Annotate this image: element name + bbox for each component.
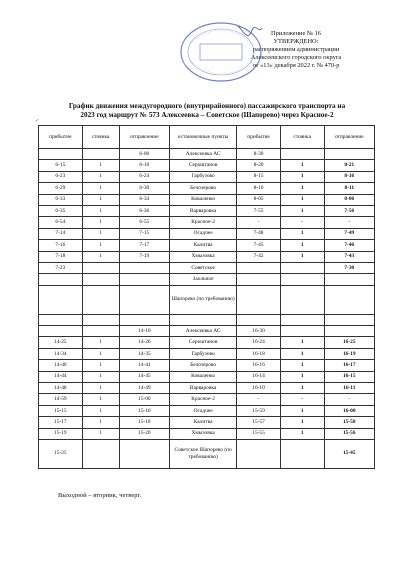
table-cell: 8-05 (237, 194, 281, 205)
table-cell: Осадчее (170, 405, 237, 416)
table-cell (82, 262, 119, 273)
table-cell (82, 149, 119, 160)
table-cell: 15-20 (119, 428, 169, 439)
table-row (39, 171, 375, 182)
table-cell: 15-56 (324, 428, 374, 439)
table-cell: 1 (82, 240, 119, 251)
table-cell: 15-19 (39, 428, 83, 439)
table-cell: 1 (280, 228, 324, 239)
table-cell (280, 285, 324, 314)
table-cell: 1 (82, 360, 119, 371)
table-cell (170, 314, 237, 325)
table-cell: Советское Шапорево (по требованию) (170, 439, 237, 468)
table-cell (39, 274, 83, 285)
table-cell: - (237, 217, 281, 228)
column-header: отправление (119, 126, 169, 149)
table-cell: 16-00 (324, 405, 374, 416)
table-cell: 7-49 (324, 228, 374, 239)
header-line: Приложение № 16 (271, 30, 321, 37)
table-cell: Сероштанов (170, 160, 237, 171)
approval-seal-icon (178, 20, 264, 84)
table-cell: 1 (82, 394, 119, 405)
table-cell: 16-18 (237, 348, 281, 359)
table-row (39, 274, 375, 285)
table-cell: 7-17 (119, 240, 169, 251)
table-cell: 6-34 (119, 194, 169, 205)
column-header: стоянка (280, 126, 324, 149)
table-cell: 8-11 (324, 183, 374, 194)
table-cell: 7-15 (119, 228, 169, 239)
table-cell: 14-34 (39, 348, 83, 359)
table-cell: Белозерово (170, 183, 237, 194)
table-row (39, 428, 375, 439)
table-cell (280, 262, 324, 273)
table-row (39, 348, 375, 359)
table-cell (237, 314, 281, 325)
table-cell: 16-30 (237, 326, 281, 337)
table-cell: 7-46 (324, 240, 374, 251)
table-cell: Калитва (170, 417, 237, 428)
table-cell (119, 314, 169, 325)
table-cell: 16-19 (324, 348, 374, 359)
table-row (39, 285, 375, 314)
table-cell: 6-29 (39, 183, 83, 194)
table-cell: 6-00 (119, 149, 169, 160)
table-cell: 1 (280, 194, 324, 205)
table-cell: 14-10 (119, 326, 169, 337)
table-cell: Сероштанов (170, 337, 237, 348)
table-cell: 16-17 (324, 360, 374, 371)
table-row (39, 194, 375, 205)
table-cell: 1 (280, 360, 324, 371)
table-cell: Красное-2 (170, 217, 237, 228)
table-cell: 8-30 (237, 149, 281, 160)
table-cell: 8-15 (237, 171, 281, 182)
table-cell: Хмызовка (170, 428, 237, 439)
table-cell (324, 314, 374, 325)
table-cell: 7-14 (39, 228, 83, 239)
table-cell: 1 (280, 183, 324, 194)
table-cell: 6-35 (39, 205, 83, 216)
table-cell (82, 314, 119, 325)
table-cell: 14-41 (119, 360, 169, 371)
table-cell (119, 262, 169, 273)
table-cell (237, 285, 281, 314)
table-cell: 15-57 (237, 417, 281, 428)
table-row (39, 405, 375, 416)
column-header: остановочные пункты (170, 126, 237, 149)
table-cell (39, 326, 83, 337)
table-cell: 15-25 (39, 439, 83, 468)
table-cell (82, 439, 119, 468)
table-cell: - (324, 394, 374, 405)
table-cell (280, 314, 324, 325)
table-cell: 6-24 (119, 171, 169, 182)
table-row (39, 337, 375, 348)
table-cell: 1 (82, 205, 119, 216)
table-cell: Красное-2 (170, 394, 237, 405)
table-cell: 1 (82, 228, 119, 239)
table-cell: 15-18 (119, 417, 169, 428)
table-cell: 1 (82, 405, 119, 416)
table-cell: 6-30 (119, 183, 169, 194)
table-cell (324, 326, 374, 337)
table-cell (119, 285, 169, 314)
title-line: 2023 год маршрут № 573 Алексеевка – Советское (Шапорево) через Красное-2 (80, 111, 334, 119)
column-header: прибытие (39, 126, 83, 149)
table-cell: - (324, 217, 374, 228)
table-row (39, 149, 375, 160)
table-cell: 15-17 (39, 417, 83, 428)
table-cell (237, 274, 281, 285)
table-cell: 14-48 (39, 383, 83, 394)
table-cell: 7-18 (39, 251, 83, 262)
table-cell: 7-45 (237, 240, 281, 251)
table-cell (39, 314, 83, 325)
table-cell (119, 274, 169, 285)
table-cell: 1 (82, 348, 119, 359)
table-cell: Алексеевка АС (170, 326, 237, 337)
table-cell: 16-11 (324, 383, 374, 394)
days-off-note: Выходной – вторник, четверг. (58, 492, 142, 499)
table-cell: 1 (82, 383, 119, 394)
header-line: Алексеевского городского округа (250, 54, 342, 61)
table-cell: 6-54 (39, 217, 83, 228)
schedule-table (38, 125, 375, 469)
table-cell: 16-25 (324, 337, 374, 348)
table-cell: Шапорево (по требованию) (170, 285, 237, 314)
column-header: отправление (324, 126, 374, 149)
table-cell: 6-23 (39, 171, 83, 182)
table-cell: 1 (280, 383, 324, 394)
table-cell: 1 (82, 194, 119, 205)
table-row (39, 371, 375, 382)
table-cell: 14-25 (39, 337, 83, 348)
header-line: от «13» декабря 2022 г. № 470-р (252, 62, 340, 69)
table-cell: 7-42 (237, 251, 281, 262)
table-cell: 6-36 (119, 205, 169, 216)
table-cell (324, 285, 374, 314)
table-cell: - (280, 217, 324, 228)
table-cell: Гарбузово (170, 171, 237, 182)
table-cell (280, 326, 324, 337)
table-cell: 6-15 (39, 160, 83, 171)
column-header: прибытие (237, 126, 281, 149)
table-cell: 14-40 (39, 360, 83, 371)
table-cell: 7-16 (39, 240, 83, 251)
table-cell: 8-16 (324, 171, 374, 182)
table-cell: 14-44 (39, 371, 83, 382)
table-row (39, 240, 375, 251)
table-cell (280, 274, 324, 285)
table-cell (39, 149, 83, 160)
table-cell: 8-06 (324, 194, 374, 205)
table-cell (237, 262, 281, 273)
table-cell: 14-49 (119, 383, 169, 394)
table-cell (39, 285, 83, 314)
table-cell (82, 274, 119, 285)
table-row (39, 417, 375, 428)
table-cell (237, 439, 281, 468)
table-cell: 1 (280, 417, 324, 428)
table-cell: Коваленко (170, 371, 237, 382)
table-cell: 7-23 (39, 262, 83, 273)
table-cell: - (280, 394, 324, 405)
table-cell: 1 (82, 371, 119, 382)
check-mark-icon: ✓ (35, 119, 40, 124)
table-row (39, 251, 375, 262)
table-cell: 1 (82, 171, 119, 182)
table-cell: 15-58 (324, 417, 374, 428)
table-cell (280, 439, 324, 468)
table-cell: 16-15 (324, 371, 374, 382)
table-cell: 14-35 (119, 348, 169, 359)
table-cell: 7-30 (324, 262, 374, 273)
table-row (39, 262, 375, 273)
table-cell: Коваленко (170, 194, 237, 205)
table-cell: 1 (280, 428, 324, 439)
table-cell: 1 (82, 417, 119, 428)
table-row (39, 439, 375, 468)
table-cell: Белозерово (170, 360, 237, 371)
table-cell: 1 (82, 251, 119, 262)
table-cell: Заольное (170, 274, 237, 285)
table-cell: 16-16 (237, 360, 281, 371)
table-cell: Варваровка (170, 383, 237, 394)
table-cell: 15-59 (237, 405, 281, 416)
header-line: распоряжением администрации (252, 46, 340, 53)
table-cell (82, 326, 119, 337)
table-cell (82, 285, 119, 314)
table-cell: 6-55 (119, 217, 169, 228)
table-cell (119, 439, 169, 468)
table-cell: Калитва (170, 240, 237, 251)
table-row (39, 394, 375, 405)
table-row (39, 217, 375, 228)
table-cell: 7-43 (324, 251, 374, 262)
header-line: УТВЕРЖДЕНО: (273, 38, 319, 45)
table-cell: 14-26 (119, 337, 169, 348)
table-cell: 1 (82, 428, 119, 439)
table-cell: 15-16 (119, 405, 169, 416)
table-cell: Осадчее (170, 228, 237, 239)
table-row (39, 314, 375, 325)
table-cell: 1 (280, 337, 324, 348)
table-cell: Варваровка (170, 205, 237, 216)
table-row (39, 160, 375, 171)
table-cell: 15-00 (119, 394, 169, 405)
table-cell: 14-59 (39, 394, 83, 405)
table-cell: 7-19 (119, 251, 169, 262)
table-cell: - (237, 394, 281, 405)
table-cell: 1 (280, 348, 324, 359)
table-cell: 1 (280, 251, 324, 262)
table-cell: 1 (280, 160, 324, 171)
table-cell: 7-48 (237, 228, 281, 239)
table-cell: Советское (170, 262, 237, 273)
table-cell: 7-55 (237, 205, 281, 216)
title-line: График движения междугородного (внутрирайонного) пассажирского транспорта на (68, 102, 346, 110)
table-cell: 14-45 (119, 371, 169, 382)
table-cell: 8-20 (237, 160, 281, 171)
table-cell: Хмызовка (170, 251, 237, 262)
table-cell (324, 149, 374, 160)
schedule-title (38, 102, 376, 120)
table-cell: 1 (82, 183, 119, 194)
table-cell: 6-33 (39, 194, 83, 205)
table-cell: 1 (82, 337, 119, 348)
table-row (39, 326, 375, 337)
table-row (39, 183, 375, 194)
table-cell: 1 (280, 171, 324, 182)
table-cell: 1 (280, 405, 324, 416)
table-cell: 1 (82, 160, 119, 171)
table-cell: Гарбузово (170, 348, 237, 359)
table-cell: 1 (280, 240, 324, 251)
table-cell: 8-10 (237, 183, 281, 194)
table-cell: 15-15 (39, 405, 83, 416)
table-cell: 16-10 (237, 383, 281, 394)
table-row (39, 228, 375, 239)
table-cell: 16-14 (237, 371, 281, 382)
table-cell: 16-24 (237, 337, 281, 348)
table-cell: 1 (280, 205, 324, 216)
table-cell: 7-56 (324, 205, 374, 216)
table-cell: 1 (280, 371, 324, 382)
table-row (39, 205, 375, 216)
table-cell (280, 149, 324, 160)
table-cell: 15-55 (237, 428, 281, 439)
column-header: стоянка (82, 126, 119, 149)
table-cell: 1 (82, 217, 119, 228)
table-cell: 15-45 (324, 439, 374, 468)
table-row (39, 360, 375, 371)
table-cell: 8-21 (324, 160, 374, 171)
table-cell: Алексеевка АС (170, 149, 237, 160)
table-cell: 6-16 (119, 160, 169, 171)
table-header-row (39, 126, 375, 149)
table-row (39, 383, 375, 394)
table-cell (324, 274, 374, 285)
